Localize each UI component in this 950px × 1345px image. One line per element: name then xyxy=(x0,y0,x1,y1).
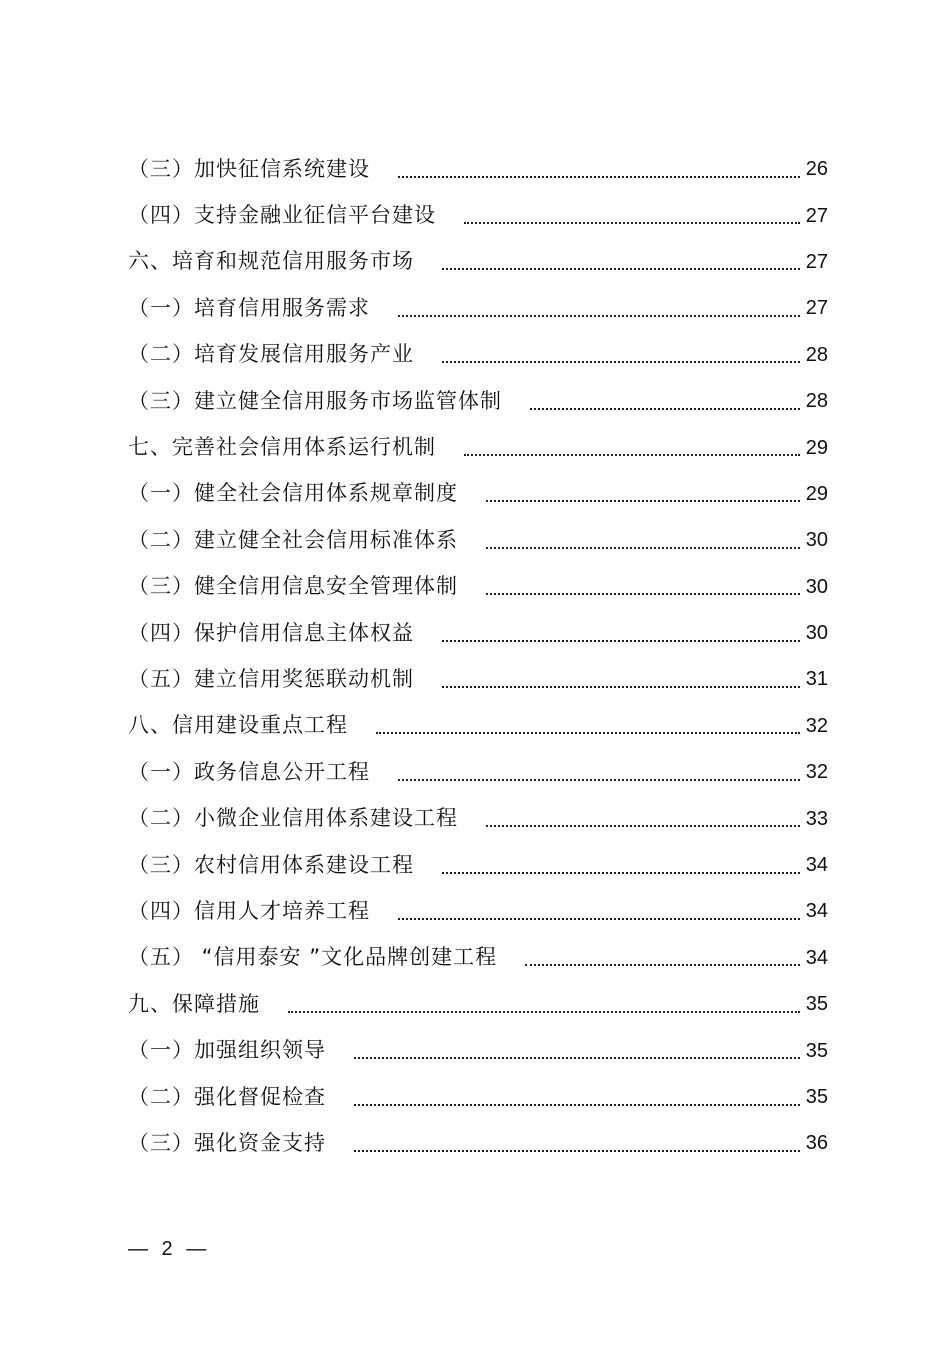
toc-entry-title: 八、信用建设重点工程 xyxy=(128,713,348,738)
toc-leader-dots xyxy=(442,637,800,642)
toc-entry-title: （四）信用人才培养工程 xyxy=(128,898,370,923)
toc-leader-dots xyxy=(398,173,800,178)
toc-entry-title: （三）加快征信系统建设 xyxy=(128,156,370,181)
toc-entry[interactable] xyxy=(128,564,828,610)
toc-entry-title: （二）培育发展信用服务产业 xyxy=(128,342,414,367)
toc-leader-dots xyxy=(530,405,800,410)
toc-entry-title: （三）农村信用体系建设工程 xyxy=(128,852,414,877)
toc-entry-page: 27 xyxy=(805,250,828,273)
toc-leader-dots xyxy=(442,265,800,270)
toc-entry-title: （二）建立健全社会信用标准体系 xyxy=(128,527,458,552)
toc-entry-title: 七、完善社会信用体系运行机制 xyxy=(128,435,436,460)
toc-leader-dots xyxy=(442,683,800,688)
toc-entry-page: 30 xyxy=(805,622,828,645)
toc-leader-dots xyxy=(354,1147,800,1152)
toc-entry[interactable] xyxy=(128,1120,828,1166)
toc-entry-page: 30 xyxy=(805,529,828,552)
toc-entry-page: 27 xyxy=(805,297,828,320)
toc-entry[interactable] xyxy=(128,192,828,238)
toc-entry-page: 35 xyxy=(805,1039,828,1062)
toc-leader-dots xyxy=(398,312,800,317)
toc-entry-page: 26 xyxy=(805,158,828,181)
toc-entry-page: 36 xyxy=(805,1132,828,1155)
toc-entry[interactable] xyxy=(128,795,828,841)
toc-entry[interactable] xyxy=(128,146,828,192)
toc-entry[interactable] xyxy=(128,888,828,934)
toc-entry-title: （二）小微企业信用体系建设工程 xyxy=(128,806,458,831)
page-number: — 2 — xyxy=(128,1238,211,1260)
toc-entry[interactable] xyxy=(128,703,828,749)
toc-entry-title: （一）健全社会信用体系规章制度 xyxy=(128,481,458,506)
toc-entry-page: 35 xyxy=(805,1086,828,1108)
toc-leader-dots xyxy=(442,869,800,874)
toc-leader-dots xyxy=(354,1054,800,1059)
toc-entry-page: 34 xyxy=(805,900,828,923)
toc-entry-page: 27 xyxy=(805,204,828,227)
toc-leader-dots xyxy=(486,497,800,502)
toc-entry-title: （三）健全信用信息安全管理体制 xyxy=(128,574,458,599)
toc-entry-page: 28 xyxy=(805,343,828,366)
toc-leader-dots xyxy=(525,961,800,966)
toc-leader-dots xyxy=(288,1008,800,1013)
toc-entry[interactable] xyxy=(128,378,828,424)
toc-entry-page: 28 xyxy=(805,390,828,413)
toc-entry-page: 34 xyxy=(805,946,828,969)
toc-entry-title: （五） “信用泰安 ”文化品牌创建工程 xyxy=(128,945,498,970)
toc-leader-dots xyxy=(398,915,800,920)
toc-entry-page: 31 xyxy=(805,668,828,691)
toc-entry[interactable] xyxy=(128,1074,828,1120)
toc-entry-page: 29 xyxy=(805,436,828,459)
toc-entry-title: （一）加强组织领导 xyxy=(128,1038,326,1063)
toc-entry[interactable] xyxy=(128,935,828,981)
toc-entry-title: （一）政务信息公开工程 xyxy=(128,759,370,784)
toc-leader-dots xyxy=(464,219,800,224)
toc-entry[interactable] xyxy=(128,842,828,888)
toc-entry-title: （一）培育信用服务需求 xyxy=(128,295,370,320)
toc-entry[interactable] xyxy=(128,610,828,656)
toc-entry-title: （三）建立健全信用服务市场监管体制 xyxy=(128,388,502,413)
toc-entry-page: 34 xyxy=(805,854,828,877)
toc-entry[interactable] xyxy=(128,1027,828,1073)
toc-entry-title: 六、培育和规范信用服务市场 xyxy=(128,249,414,274)
toc-leader-dots xyxy=(464,451,800,456)
toc-entry-title: （五）建立信用奖惩联动机制 xyxy=(128,666,414,691)
toc-entry[interactable] xyxy=(128,424,828,470)
toc-entry-title: （三）强化资金支持 xyxy=(128,1130,326,1155)
toc-entry-page: 35 xyxy=(805,993,828,1016)
toc-leader-dots xyxy=(486,590,800,595)
toc-entry[interactable] xyxy=(128,981,828,1027)
toc-entry-title: （四）保护信用信息主体权益 xyxy=(128,620,414,645)
toc-entry-page: 33 xyxy=(805,807,828,830)
toc-entry-title: （二）强化督促检查 xyxy=(128,1084,326,1109)
toc-entry[interactable] xyxy=(128,239,828,285)
toc-entry[interactable] xyxy=(128,471,828,517)
toc-leader-dots xyxy=(486,822,800,827)
toc-leader-dots xyxy=(486,544,800,549)
toc-entry-page: 32 xyxy=(805,714,828,737)
toc-entry-page: 30 xyxy=(805,575,828,598)
toc-entry[interactable] xyxy=(128,656,828,702)
toc-entry-title: （四）支持金融业征信平台建设 xyxy=(128,203,436,228)
toc-entry-title: 九、保障措施 xyxy=(128,991,260,1016)
toc-leader-dots xyxy=(442,358,800,363)
toc-leader-dots xyxy=(376,729,800,734)
toc-entry[interactable] xyxy=(128,285,828,331)
toc-entry-page: 32 xyxy=(805,761,828,784)
table-of-contents xyxy=(128,146,828,1167)
toc-entry[interactable] xyxy=(128,517,828,563)
toc-leader-dots xyxy=(354,1101,800,1106)
toc-entry-page: 29 xyxy=(805,482,828,505)
toc-leader-dots xyxy=(398,776,800,781)
toc-entry[interactable] xyxy=(128,749,828,795)
toc-entry[interactable] xyxy=(128,332,828,378)
